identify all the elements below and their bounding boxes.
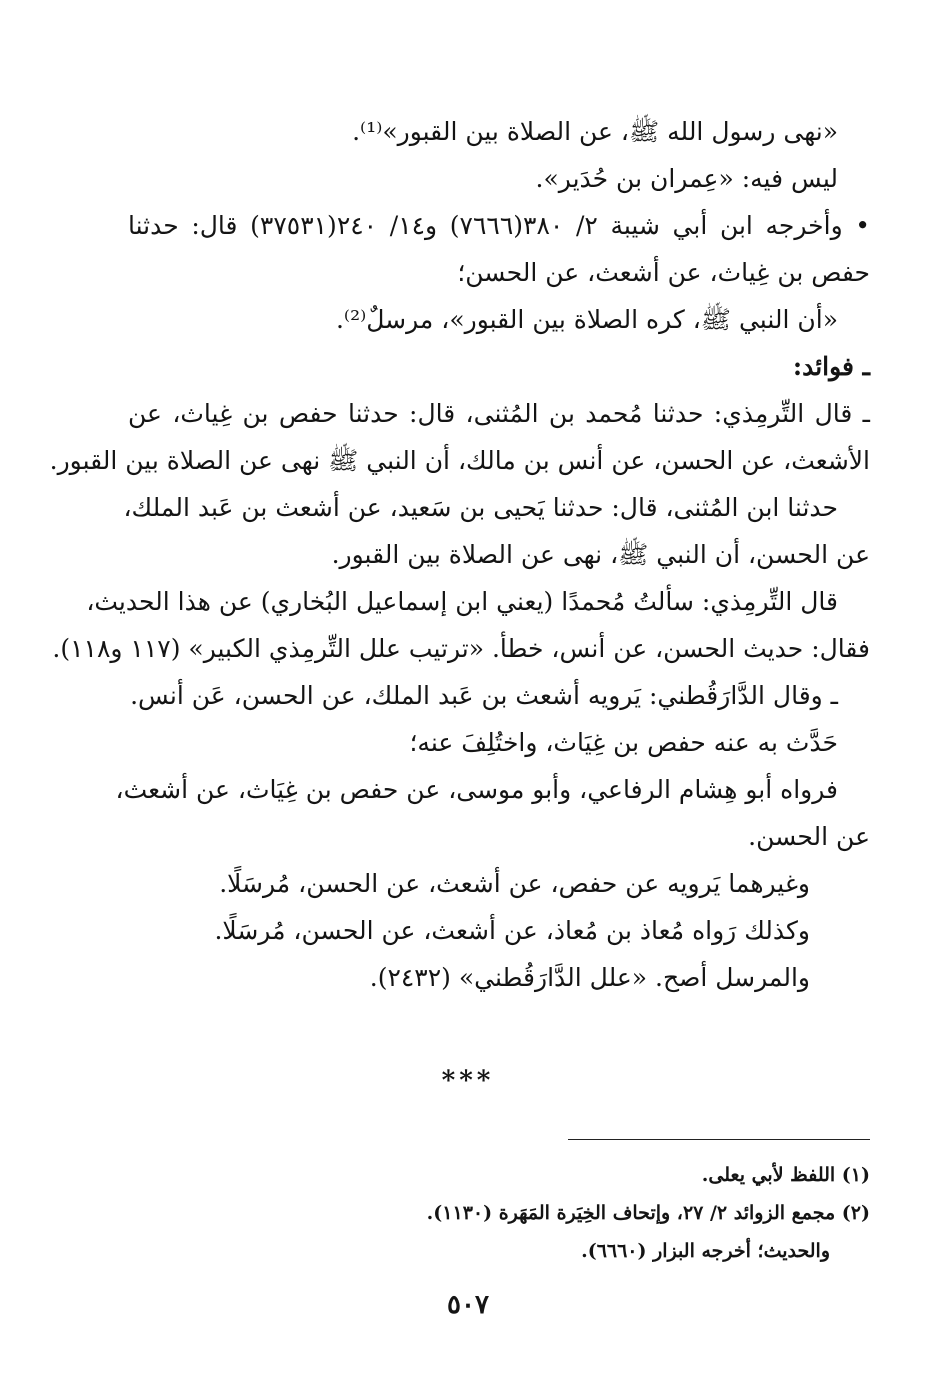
text-line: وكذلك رَواه مُعاذ بن مُعاذ، عن أشعث، عن الحسن، مُرسَلًا. (214, 916, 810, 945)
text-line: حدثنا ابن المُثنى، قال: حدثنا يَحيى بن سَعيد، عن أشعث بن عَبد الملك، (123, 493, 838, 522)
text-line: حَدَّث به عنه حفص بن غِيَاث، واختُلِفَ عنه؛ (409, 728, 838, 757)
text-line: فقال: حديث الحسن، عن أنس، خطأ. «ترتيب علل التِّرمِذي الكبير» (١١٧ و١١٨). (52, 634, 870, 663)
text-line: ـ قال التِّرمِذي: حدثنا مُحمد بن المُثنى، قال: حدثنا حفص بن غِياث، عن (128, 399, 870, 428)
section-heading: ـ فوائد: (792, 352, 870, 381)
footnotes (300, 1156, 870, 1270)
footnote-item: والحديث؛ أخرجه البزار (٦٦٦٠). (581, 1240, 830, 1262)
text-line: عن الحسن، أن النبي ﷺ، نهى عن الصلاة بين القبور. (331, 540, 870, 569)
text-line: قال التِّرمِذي: سألتُ مُحمدًا (يعني ابن إسماعيل البُخاري) عن هذا الحديث، (86, 587, 838, 616)
footnote-item: (١) اللفظ لأبي يعلى. (701, 1164, 870, 1186)
text-line: وغيرهما يَرويه عن حفص، عن أشعث، عن الحسن، مُرسَلًا. (219, 869, 810, 898)
hadith-quote-line: «أن النبي ﷺ، كره الصلاة بين القبور»، مرسلٌ⁽²⁾. (335, 305, 838, 334)
footnote-divider (568, 1139, 870, 1140)
hadith-quote-line: «نهى رسول الله ﷺ، عن الصلاة بين القبور»⁽¹⁾. (352, 117, 838, 146)
text-line: حفص بن غِياث، عن أشعث، عن الحسن؛ (457, 258, 870, 287)
text-line: فرواه أبو هِشام الرفاعي، وأبو موسى، عن حفص بن غِيَاث، عن أشعث، (115, 775, 838, 804)
main-text (49, 108, 871, 1001)
section-separator: *** (441, 1066, 495, 1096)
text-line: والمرسل أصح. «علل الدَّارَقُطني» (٢٤٣٢). (369, 963, 810, 992)
text-line: الأشعث، عن الحسن، عن أنس بن مالك، أن النبي ﷺ نهى عن الصلاة بين القبور. (49, 446, 870, 475)
text-line: • وأخرجه ابن أبي شيبة ٢/ ٣٨٠(٧٦٦٦) و١٤/ ٢٤٠(٣٧٥٣١) قال: حدثنا (128, 211, 871, 240)
footnote-item: (٢) مجمع الزوائد ٢/ ٢٧، وإتحاف الخِيَرة المَهَرة (١١٣٠). (426, 1202, 870, 1224)
page-number: ٥٠٧ (447, 1290, 489, 1320)
text-line: ليس فيه: «عِمران بن حُدَير». (535, 164, 838, 193)
text-line: ـ وقال الدَّارَقُطني: يَرويه أشعث بن عَبد الملك، عن الحسن، عَن أنس. (130, 681, 838, 710)
text-line: عن الحسن. (748, 822, 870, 851)
